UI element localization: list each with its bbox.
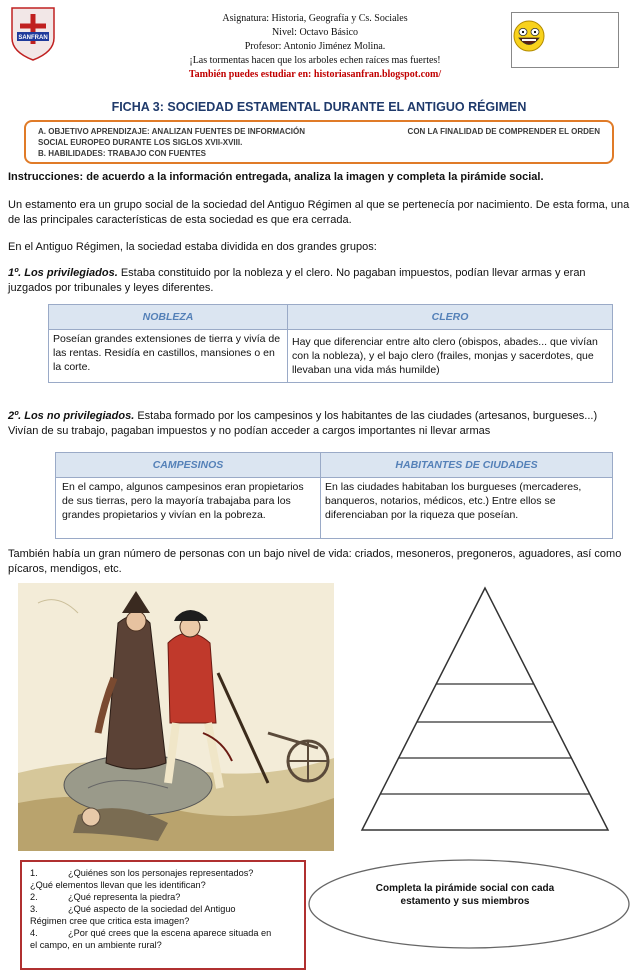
blog-line: También puedes estudiar en: historiasanfran.blogspot.com/ [188, 69, 442, 80]
privileged-paragraph [8, 266, 630, 296]
objective-a-line2: SOCIAL EUROPEO DURANTE LOS SIGLOS XVII-XVIII. [38, 138, 243, 147]
non-privileged-table [55, 452, 613, 539]
header-campesinos: CAMPESINOS [56, 453, 321, 478]
intro-paragraph-1: Un estamento era un grupo social de la sociedad del Antiguo Régimen al que se pertenecía por nacimiento. De esta forma, una de las principales características de esta sociedad es que era cerrada. [8, 199, 630, 226]
privileged-label: 1º. Los privilegiados. [8, 267, 118, 279]
privileged-text: Estaba constituido por la nobleza y el clero. No pagaban impuestos, podían llevar armas y eran juzgados por tribunales y leyes diferentes. [8, 267, 586, 294]
question-line: 4. ¿Por qué crees que la escena aparece situada en [30, 928, 272, 938]
teacher-line: Profesor: Antonio Jiménez Molina. [244, 41, 386, 52]
satirical-illustration [18, 583, 334, 851]
objective-b: B. HABILIDADES: TRABAJO CON FUENTES [38, 149, 207, 158]
ficha-title: FICHA 3: SOCIEDAD ESTAMENTAL DURANTE EL ANTIGUO RÉGIMEN [111, 100, 527, 114]
question-line: 2. ¿Qué representa la piedra? [30, 892, 181, 902]
objective-a [38, 126, 600, 137]
smiley-face-icon [513, 20, 545, 52]
intro-paragraph-2: En el Antiguo Régimen, la sociedad estaba dividida en dos grandes grupos: [8, 241, 377, 253]
question-line: 3. ¿Qué aspecto de la sociedad del Antiguo [30, 904, 236, 914]
school-logo [6, 4, 60, 64]
instructions-text: de acuerdo a la información entregada, analiza la imagen y completa la pirámide social. [83, 171, 544, 183]
header-nobleza: NOBLEZA [49, 305, 288, 330]
non-privileged-paragraph [8, 409, 630, 439]
course-header [150, 12, 480, 82]
question-line: ¿Qué elementos llevan que les identifican? [30, 880, 206, 890]
quote-line: ¡Las tormentas hacen que los arboles echen raíces mas fuertes! [189, 55, 441, 66]
cell-clero: Hay que diferenciar entre alto clero (obispos, abades... que vivían con la nobleza), y el bajo clero (frailes, monjas y sacerdotes, que llevaban una vida más humilde) [288, 330, 613, 383]
social-pyramid [360, 586, 610, 832]
cell-campesinos: En el campo, algunos campesinos eran propietarios de sus tierras, pero la mayoría trabajaba para los grandes propietarios y vivían en la pobreza. [56, 478, 321, 539]
subject-line: Asignatura: Historia, Geografía y Cs. Sociales [222, 13, 408, 24]
objective-a-label: A. OBJETIVO APRENDIZAJE: ANALIZAN FUENTES DE INFORMACIÓN [38, 127, 305, 136]
level-line: Nivel: Octavo Básico [271, 27, 359, 38]
question-line: el campo, en un ambiente rural? [30, 940, 162, 950]
non-privileged-text: Estaba formado por los campesinos y los habitantes de las ciudades (artesanos, burgueses...) Vivían de su trabajo, pagaban impuestos y no podían acceder a cargos importantes ni llevar armas [8, 410, 598, 437]
privileged-table [48, 304, 613, 383]
non-privileged-label: 2º. Los no privilegiados. [8, 410, 135, 422]
svg-text:SANFRAN: SANFRAN [18, 35, 48, 41]
instructions-label: Instrucciones: [8, 171, 84, 183]
question-line: 1. ¿Quiénes son los personajes representados? [30, 868, 254, 878]
instructions [8, 170, 630, 185]
objectives-box [24, 120, 614, 164]
question-line: Régimen cree que critica esta imagen? [30, 916, 190, 926]
header-clero: CLERO [288, 305, 613, 330]
questions-box [20, 860, 306, 970]
cell-nobleza: Poseían grandes extensiones de tierra y vivía de las rentas. Residía en castillos, mansiones o en la corte. [49, 330, 288, 383]
oval-instruction-text: Completa la pirámide social con cada estamento y sus miembros [375, 883, 555, 907]
others-paragraph: También había un gran número de personas con un bajo nivel de vida: criados, mesoneros, pregoneros, aguadores, así como pícaros, mendigos, etc. [8, 548, 622, 575]
header-habitantes: HABITANTES DE CIUDADES [321, 453, 613, 478]
cell-habitantes: En las ciudades habitaban los burgueses (mercaderes, banqueros, notarios, médicos, etc.) Entre ellos se diferenciaban por la riqueza que poseían. [321, 478, 613, 539]
objective-a-rest: CON LA FINALIDAD DE COMPRENDER EL ORDEN [407, 127, 600, 136]
